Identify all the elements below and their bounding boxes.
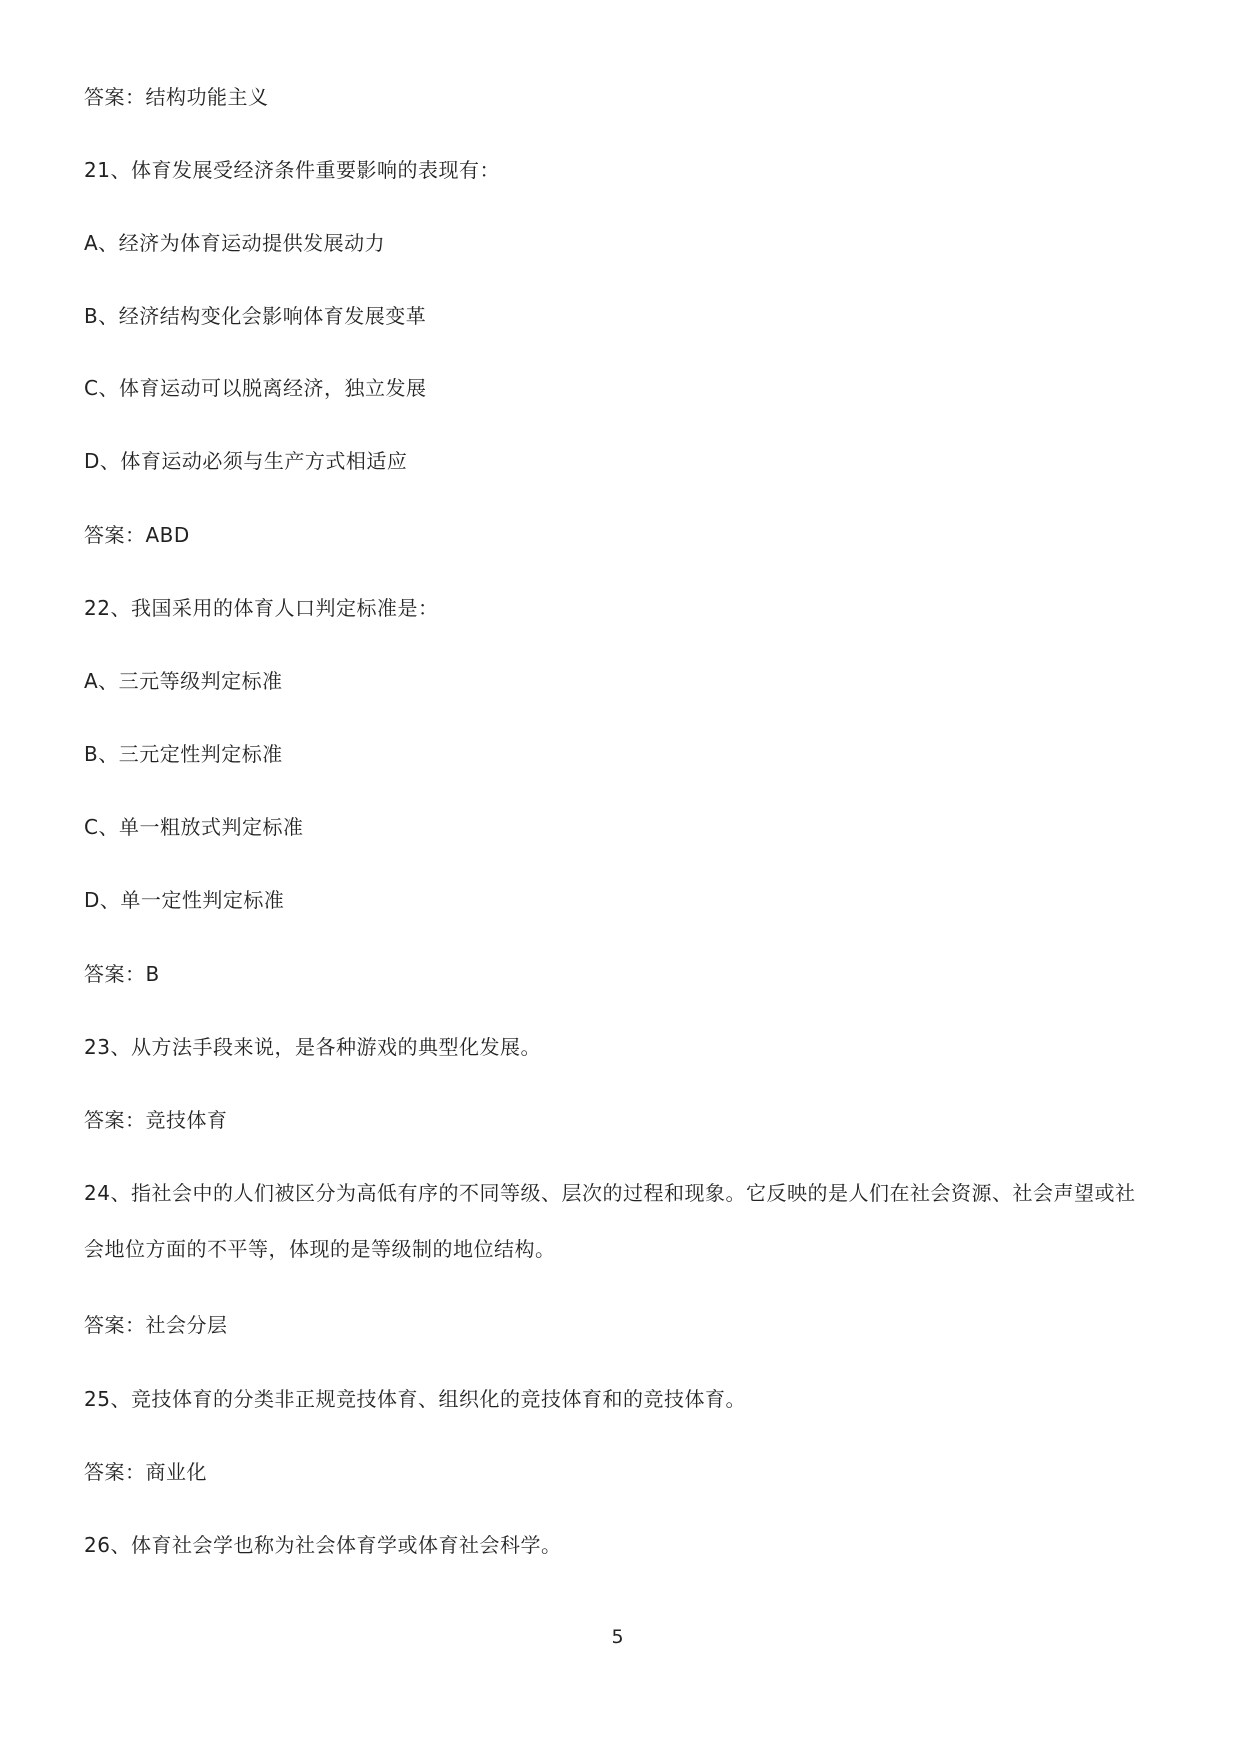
question-23: 23、从方法手段来说，是各种游戏的典型化发展。 xyxy=(84,1035,541,1059)
answer-line-24: 答案：社会分层 xyxy=(84,1313,228,1337)
page-number: 5 xyxy=(611,1626,624,1648)
question-21: 21、体育发展受经济条件重要影响的表现有： xyxy=(84,158,500,182)
answer-line-23: 答案：竞技体育 xyxy=(84,1108,228,1132)
answer-line-20: 答案：结构功能主义 xyxy=(84,85,269,109)
option-22-c: C、单一粗放式判定标准 xyxy=(84,815,304,839)
answer-line-25: 答案：商业化 xyxy=(84,1460,207,1484)
option-22-b: B、三元定性判定标准 xyxy=(84,742,283,766)
question-26: 26、体育社会学也称为社会体育学或体育社会科学。 xyxy=(84,1533,562,1557)
option-22-a: A、三元等级判定标准 xyxy=(84,669,283,693)
question-22: 22、我国采用的体育人口判定标准是： xyxy=(84,596,439,620)
option-22-d: D、单一定性判定标准 xyxy=(84,888,285,912)
answer-line-21: 答案：ABD xyxy=(84,523,190,547)
question-25: 25、竞技体育的分类非正规竞技体育、组织化的竞技体育和的竞技体育。 xyxy=(84,1387,746,1411)
answer-line-22: 答案：B xyxy=(84,962,160,986)
option-21-b: B、经济结构变化会影响体育发展变革 xyxy=(84,304,427,328)
option-21-a: A、经济为体育运动提供发展动力 xyxy=(84,231,386,255)
option-21-c: C、体育运动可以脱离经济，独立发展 xyxy=(84,376,427,400)
option-21-d: D、体育运动必须与生产方式相适应 xyxy=(84,449,408,473)
question-24: 24、指社会中的人们被区分为高低有序的不同等级、层次的过程和现象。它反映的是人们在社会资源、社会声望或社会地位方面的不平等，体现的是等级制的地位结构。 xyxy=(84,1181,1136,1261)
